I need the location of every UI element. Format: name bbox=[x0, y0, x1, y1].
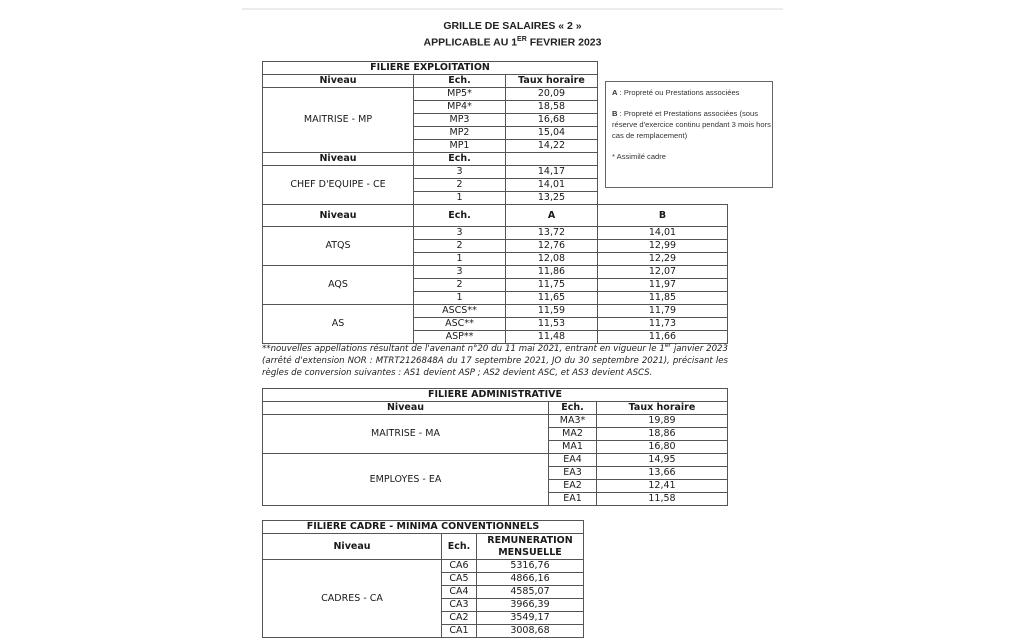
table-row bbox=[263, 415, 728, 428]
remuneration-cell: 3549,17 bbox=[477, 612, 584, 625]
ech-cell: MA1 bbox=[549, 441, 597, 454]
col-niveau: Niveau bbox=[263, 534, 442, 560]
taux-cell: 16,80 bbox=[597, 441, 728, 454]
ech-cell: EA3 bbox=[549, 467, 597, 480]
ech-cell: CA5 bbox=[442, 573, 477, 586]
col-taux: Taux horaire bbox=[597, 402, 728, 415]
taux-cell: 12,41 bbox=[597, 480, 728, 493]
taux-a-cell: 11,86 bbox=[506, 266, 598, 279]
taux-cell: 14,95 bbox=[597, 454, 728, 467]
col-niveau: Niveau bbox=[263, 402, 549, 415]
ech-cell: CA4 bbox=[442, 586, 477, 599]
taux-b-cell: 11,97 bbox=[598, 279, 728, 292]
page-edge bbox=[242, 8, 783, 10]
niveau-label: EMPLOYES - EA bbox=[263, 454, 549, 506]
col-b: B bbox=[598, 205, 728, 227]
exploitation-title: FILIERE EXPLOITATION bbox=[263, 62, 598, 75]
col-ech: Ech. bbox=[414, 153, 506, 166]
empty-cell bbox=[598, 192, 728, 205]
ech-cell: 3 bbox=[414, 227, 506, 240]
title-line-1: GRILLE DE SALAIRES « 2 » bbox=[443, 20, 582, 32]
table-row bbox=[263, 266, 728, 279]
legend-a-key: A bbox=[612, 88, 618, 97]
footnote-text-cont: janvier 2023 (arrêté d'extension NOR : MTRT2126848A du 17 septembre 2021, JO du 30 septembre 2021), précisant les règles de conversion suivantes : AS1 devient ASP ; AS2 devient ASC, et AS3 devient ASCS. bbox=[262, 343, 728, 379]
ech-cell: 1 bbox=[414, 192, 506, 205]
remuneration-cell: 3966,39 bbox=[477, 599, 584, 612]
taux-b-cell: 11,85 bbox=[598, 292, 728, 305]
administrative-table bbox=[262, 388, 728, 506]
niveau-label: AS bbox=[263, 305, 414, 344]
title-superscript: ER bbox=[517, 36, 527, 43]
col-ech: Ech. bbox=[414, 75, 506, 88]
ech-cell: 2 bbox=[414, 240, 506, 253]
ech-cell: EA1 bbox=[549, 493, 597, 506]
taux-cell: 13,66 bbox=[597, 467, 728, 480]
taux-cell: 11,58 bbox=[597, 493, 728, 506]
taux-b-cell: 11,66 bbox=[598, 331, 728, 344]
ech-cell: 2 bbox=[414, 179, 506, 192]
taux-b-cell: 12,99 bbox=[598, 240, 728, 253]
col-niveau: Niveau bbox=[263, 153, 414, 166]
footnote-text: **nouvelles appellations résultant de l'avenant n°20 du 11 mai 2021, entrant en vigueur le 1 bbox=[262, 343, 665, 354]
ech-cell: MP5* bbox=[414, 88, 506, 101]
taux-a-cell: 11,75 bbox=[506, 279, 598, 292]
col-ech: Ech. bbox=[442, 534, 477, 560]
ech-cell: 3 bbox=[414, 266, 506, 279]
ech-cell: CA6 bbox=[442, 560, 477, 573]
administrative-title: FILIERE ADMINISTRATIVE bbox=[263, 389, 728, 402]
remuneration-cell: 5316,76 bbox=[477, 560, 584, 573]
title-line-2 bbox=[242, 33, 783, 50]
legend-star-text: * Assimilé cadre bbox=[612, 152, 667, 161]
cadre-table bbox=[262, 520, 584, 638]
footnote-sup: er bbox=[664, 342, 671, 349]
remuneration-cell: 4585,07 bbox=[477, 586, 584, 599]
cadre-title: FILIERE CADRE - MINIMA CONVENTIONNELS bbox=[263, 521, 584, 534]
title-line-2-text: APPLICABLE AU 1 bbox=[423, 36, 518, 49]
ech-cell: CA2 bbox=[442, 612, 477, 625]
title-line-2-date: FEVRIER 2023 bbox=[526, 36, 602, 49]
taux-cell: 19,89 bbox=[597, 415, 728, 428]
table-row bbox=[263, 305, 728, 318]
ech-cell: MP4* bbox=[414, 101, 506, 114]
col-taux: Taux horaire bbox=[506, 75, 598, 88]
taux-b-cell: 12,29 bbox=[598, 253, 728, 266]
empty-taux-header bbox=[506, 153, 598, 166]
col-niveau: Niveau bbox=[263, 75, 414, 88]
taux-a-cell: 11,59 bbox=[506, 305, 598, 318]
col-ech: Ech. bbox=[549, 402, 597, 415]
ech-cell: MP3 bbox=[414, 114, 506, 127]
taux-cell: 20,09 bbox=[506, 88, 598, 101]
legend-box bbox=[605, 81, 773, 188]
taux-a-cell: 13,72 bbox=[506, 227, 598, 240]
taux-cell: 18,58 bbox=[506, 101, 598, 114]
col-niveau: Niveau bbox=[263, 205, 414, 227]
legend-b-text: : Propreté et Prestations associées (sous réserve d'exercice continu pendant 3 mois hors cas de remplacement) bbox=[612, 109, 771, 140]
ech-cell: ASC** bbox=[414, 318, 506, 331]
ech-cell: ASP** bbox=[414, 331, 506, 344]
ech-cell: MA2 bbox=[549, 428, 597, 441]
niveau-label: AQS bbox=[263, 266, 414, 305]
ech-cell: 3 bbox=[414, 166, 506, 179]
col-a: A bbox=[506, 205, 598, 227]
niveau-label: ATQS bbox=[263, 227, 414, 266]
col-ech: Ech. bbox=[414, 205, 506, 227]
taux-cell: 14,22 bbox=[506, 140, 598, 153]
legend-a-text: : Propreté ou Prestations associées bbox=[617, 88, 740, 97]
legend-b-key: B bbox=[612, 109, 618, 118]
table-row bbox=[263, 454, 728, 467]
taux-a-cell: 11,65 bbox=[506, 292, 598, 305]
ech-cell: 1 bbox=[414, 292, 506, 305]
ech-cell: ASCS** bbox=[414, 305, 506, 318]
taux-cell: 18,86 bbox=[597, 428, 728, 441]
ech-cell: MP1 bbox=[414, 140, 506, 153]
taux-a-cell: 12,76 bbox=[506, 240, 598, 253]
taux-b-cell: 11,79 bbox=[598, 305, 728, 318]
taux-cell: 14,01 bbox=[506, 179, 598, 192]
remuneration-cell: 4866,16 bbox=[477, 573, 584, 586]
table-row bbox=[263, 560, 584, 573]
ech-cell: MP2 bbox=[414, 127, 506, 140]
ech-cell: CA3 bbox=[442, 599, 477, 612]
taux-a-cell: 11,53 bbox=[506, 318, 598, 331]
taux-a-cell: 12,08 bbox=[506, 253, 598, 266]
ech-cell: CA1 bbox=[442, 625, 477, 638]
taux-cell: 16,68 bbox=[506, 114, 598, 127]
ech-cell: 2 bbox=[414, 279, 506, 292]
ech-cell: MA3* bbox=[549, 415, 597, 428]
table-row bbox=[263, 227, 728, 240]
ech-cell: EA2 bbox=[549, 480, 597, 493]
taux-b-cell: 14,01 bbox=[598, 227, 728, 240]
niveau-label: CHEF D'EQUIPE - CE bbox=[263, 166, 414, 205]
taux-b-cell: 12,07 bbox=[598, 266, 728, 279]
niveau-label: CADRES - CA bbox=[263, 560, 442, 638]
taux-cell: 14,17 bbox=[506, 166, 598, 179]
ech-cell: 1 bbox=[414, 253, 506, 266]
taux-cell: 15,04 bbox=[506, 127, 598, 140]
taux-cell: 13,25 bbox=[506, 192, 598, 205]
taux-a-cell: 11,48 bbox=[506, 331, 598, 344]
niveau-label: MAITRISE - MP bbox=[263, 88, 414, 153]
document-title bbox=[242, 20, 783, 50]
taux-b-cell: 11,73 bbox=[598, 318, 728, 331]
niveau-label: MAITRISE - MA bbox=[263, 415, 549, 454]
footnote bbox=[262, 340, 728, 380]
ech-cell: EA4 bbox=[549, 454, 597, 467]
col-remuneration: REMUNERATION MENSUELLE bbox=[477, 534, 584, 560]
remuneration-cell: 3008,68 bbox=[477, 625, 584, 638]
